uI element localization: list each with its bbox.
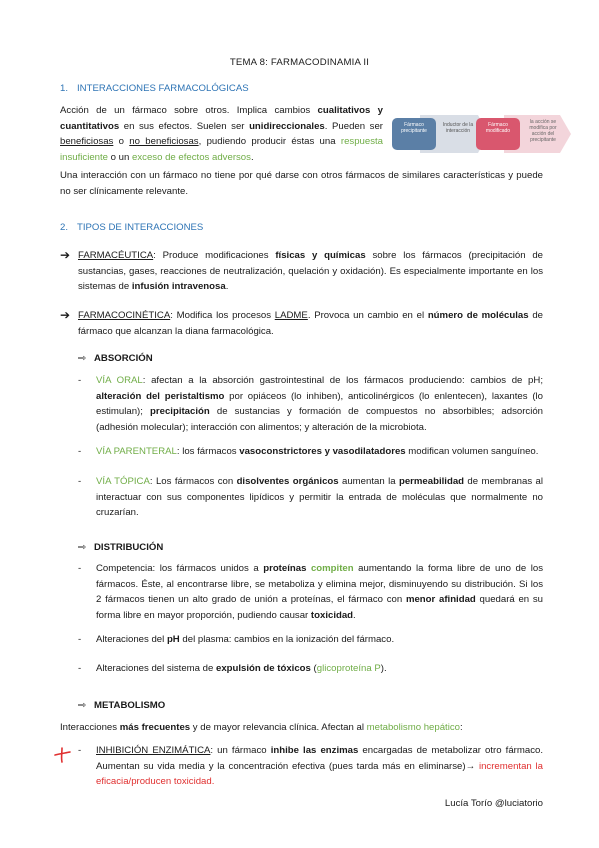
arrow-bullet-icon: ➔ xyxy=(60,308,71,322)
text: Alteraciones del xyxy=(96,634,167,645)
bold-text: pH xyxy=(166,634,180,645)
text: : Los fármacos con xyxy=(149,476,237,487)
text: sobre los fármacos (precipitación de sustancias, gases, reacciones de neutralización, quelación y oxidación). Es especialmente importante en los sistemas de xyxy=(78,250,543,292)
green-text: VÍA PARENTERAL xyxy=(96,446,177,457)
item-via-oral xyxy=(78,373,543,435)
dash-bullet: - xyxy=(78,446,82,457)
green-text: VÍA ORAL xyxy=(96,375,143,386)
text: ). xyxy=(380,663,387,674)
paragraph-interacciones-relevancia: Una interacción con un fármaco no tiene por qué darse con otros fármacos de similares características y puede no ser clínicamente relevante. xyxy=(60,170,543,197)
text: modifican volumen sanguíneo. xyxy=(405,446,539,457)
text: aumentando la forma libre de uno de los fármacos. Éste, al encontrarse libre, se metaboliza y elimina mejor, disminuyendo su distribución. Si los 2 fármacos tienen un alto grado de unión a proteínas, el fármaco con xyxy=(96,563,543,605)
item-farmaceutica xyxy=(60,248,543,295)
subheading-metabolismo xyxy=(78,698,165,713)
text: , pudiendo producir éstas una xyxy=(198,136,341,147)
subheading-text: DISTRIBUCIÓN xyxy=(94,542,164,553)
bold-text: infusión intravenosa xyxy=(131,281,226,292)
green-text: glicoproteína P xyxy=(316,663,381,674)
text: . xyxy=(353,609,356,621)
subheading-absorcion xyxy=(78,351,153,366)
text: aumentan la xyxy=(338,476,399,487)
arrow-bullet-icon: ➔ xyxy=(60,248,71,262)
text: quedará en su forma libre en mayor proporción, pudiendo causar xyxy=(96,594,544,621)
bold-text: físicas y químicas xyxy=(275,250,366,261)
bold-text: expulsión de tóxicos xyxy=(215,663,311,674)
text: : Produce modificaciones xyxy=(153,250,276,261)
text: . xyxy=(225,281,229,292)
underlined-text: LADME xyxy=(274,310,308,321)
text: . Provoca un cambio en el xyxy=(307,310,428,321)
box2-label: Fármaco modificado xyxy=(485,122,511,134)
open-arrow-icon: ⇨ xyxy=(78,700,87,711)
bold-text: alteración del peristaltismo xyxy=(96,390,225,402)
red-text: incrementan la eficacia/producen toxicidad. xyxy=(96,760,543,787)
section-title: INTERACCIONES FARMACOLÓGICAS xyxy=(77,83,249,94)
bold-text: toxicidad xyxy=(310,609,354,621)
underlined-text: beneficiosas xyxy=(60,136,114,147)
text: Alteraciones del sistema de xyxy=(96,663,216,674)
green-text: metabolismo hepático xyxy=(366,722,460,733)
page-title: TEMA 8: FARMACODINAMIA II xyxy=(229,57,370,68)
bold-text: menor afinidad xyxy=(405,594,476,605)
section-number: 2. xyxy=(60,222,69,233)
text: y de mayor relevancia clínica. Afectan al xyxy=(190,722,367,733)
section-2-heading xyxy=(60,222,203,233)
item-via-topica xyxy=(78,474,543,521)
green-text: VÍA TÓPICA xyxy=(96,476,150,487)
section-title: TIPOS DE INTERACCIONES xyxy=(77,222,204,233)
text: o xyxy=(113,136,130,147)
green-bold-text: compiten xyxy=(310,563,354,574)
section-number: 1. xyxy=(60,83,69,94)
text: en sus efectos. Suelen ser xyxy=(119,120,250,132)
underlined-text: INHIBICIÓN ENZIMÁTICA xyxy=(96,745,211,756)
item-inhibicion-enzimatica xyxy=(78,743,543,790)
bold-text: disolventes orgánicos xyxy=(236,476,339,487)
item-expulsion-toxicos xyxy=(78,661,543,677)
text: . xyxy=(250,151,254,163)
paragraph-interacciones-intro xyxy=(60,103,383,165)
section-1-heading xyxy=(60,83,249,94)
bold-text: proteínas xyxy=(263,563,307,574)
paragraph-metabolismo-intro xyxy=(60,720,543,736)
dash-bullet: - xyxy=(78,745,82,756)
item-farmacocinetica xyxy=(60,308,543,339)
bold-text: unidireccionales xyxy=(249,120,325,132)
arrow2-label: la acción se modifica por acción del precipitante xyxy=(529,119,557,143)
footer-author: Lucía Torío @luciatorio xyxy=(444,798,543,809)
underlined-text: no beneficiosas xyxy=(129,136,199,147)
text: : afectan a la absorción gastrointestinal de los fármacos produciendo: cambios de pH; xyxy=(142,375,543,386)
subheading-text: METABOLISMO xyxy=(94,700,166,711)
item-via-parenteral xyxy=(78,444,543,460)
text: del plasma: cambios en la ionización del fármaco. xyxy=(179,634,395,645)
text: . Pueden ser xyxy=(324,120,384,132)
underlined-text: FARMACOCINÉTICA xyxy=(78,310,171,321)
green-text: exceso de efectos adversos xyxy=(132,151,251,163)
text: Interacciones xyxy=(60,722,120,733)
text: Acción de un fármaco sobre otros. Implica cambios xyxy=(60,105,318,116)
dash-bullet: - xyxy=(78,476,82,487)
item-competencia xyxy=(78,561,543,623)
subheading-distribucion xyxy=(78,540,163,555)
bold-text: cualitativos y cuantitativos xyxy=(60,105,383,132)
bold-text: inhibe las enzimas xyxy=(270,745,359,756)
text: Competencia: los fármacos unidos a xyxy=(96,563,264,574)
dash-bullet: - xyxy=(78,375,82,386)
text: o un xyxy=(108,151,133,163)
dash-bullet: - xyxy=(78,634,82,645)
underlined-text: FARMACÉUTICA xyxy=(78,250,154,261)
subheading-text: ABSORCIÓN xyxy=(94,353,153,364)
bold-text: permeabilidad xyxy=(398,476,465,487)
text: de fármaco que alcanzan la diana farmacológica. xyxy=(78,310,543,337)
green-text: respuesta insuficiente xyxy=(60,136,384,163)
red-cross-mark-icon xyxy=(52,746,72,764)
text: de membranas al interactuar con sus componentes lipídicos y permitir la entrada de moléculas que normalmente no cruzarían. xyxy=(96,476,544,518)
interaction-diagram xyxy=(390,109,572,159)
item-alteraciones-ph xyxy=(78,632,543,648)
text: : un fármaco xyxy=(210,745,271,756)
text: de sustancias y formación de compuestos no absorbibles; adsorción (adhesión molecular); interacción con alimentos; y alteración de la microbiota. xyxy=(96,406,543,433)
open-arrow-icon: ⇨ xyxy=(78,542,87,553)
text: : los fármacos xyxy=(176,446,240,457)
bold-text: vasoconstrictores y vasodilatadores xyxy=(239,446,406,457)
text: ( xyxy=(310,663,317,674)
dash-bullet: - xyxy=(78,563,82,574)
bold-text: más frecuentes xyxy=(119,722,191,733)
open-arrow-icon: ⇨ xyxy=(78,353,87,364)
bold-text: precipitación xyxy=(150,406,210,417)
text: encargadas de metabolizar otro fármaco. Aumentan su vida media y la concentración efectiva (pues tarda más en eliminarse)→ xyxy=(96,745,543,772)
text: por opiáceos (lo inhiben), anticolinérgicos (lo enlentecen), laxantes (lo estimulan); xyxy=(96,390,543,417)
dash-bullet: - xyxy=(78,663,82,674)
bold-text: número de moléculas xyxy=(427,310,529,321)
text: : xyxy=(459,722,463,733)
box1-label: Fármaco precipitante xyxy=(401,122,427,134)
text: : Modifica los procesos xyxy=(170,310,275,321)
arrow1-label: Inductor de la interacción xyxy=(442,122,474,134)
